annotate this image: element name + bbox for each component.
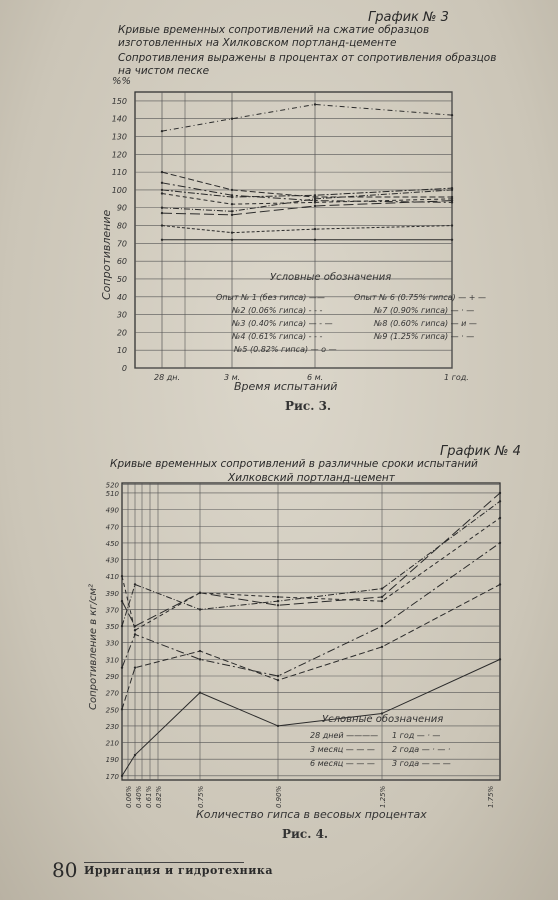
chart3-ytick-label: 10 — [116, 346, 127, 356]
chart3-data-point — [314, 103, 316, 105]
chart3-data-point — [314, 239, 316, 241]
chart4-data-point — [277, 725, 279, 727]
chart4-ytick-label: 290 — [105, 673, 119, 682]
chart3-data-point — [231, 196, 233, 198]
page-number: 80 — [52, 858, 78, 882]
chart3-ytick-label: 40 — [116, 292, 127, 302]
chart4-xlabel: Количество гипса в весовых процентах — [196, 808, 427, 821]
chart4-data-point — [277, 596, 279, 598]
chart4-ytick-label: 270 — [105, 689, 119, 698]
chart3-data-point — [231, 214, 233, 216]
chart4-ytick-label: 210 — [105, 739, 119, 748]
chart4-data-point — [134, 583, 136, 585]
chart4-ylabel: Сопротивление в кг/см² — [88, 583, 99, 710]
chart3-data-point — [314, 201, 316, 203]
chart3-ytick-label: 50 — [116, 274, 127, 284]
chart4-data-point — [277, 600, 279, 602]
chart4-xtick-label: 1.75% — [487, 785, 495, 808]
chart4-ytick-label: 410 — [105, 573, 119, 582]
chart4-data-point — [199, 650, 201, 652]
chart4-data-point — [277, 679, 279, 681]
chart3-data-point — [314, 198, 316, 200]
chart4-data-point — [134, 629, 136, 631]
chart4-ytick-label: 170 — [105, 772, 119, 781]
chart4-ytick-label: 490 — [105, 506, 119, 515]
chart3-data-point — [314, 194, 316, 196]
chart4-data-point — [499, 492, 501, 494]
chart4-ytick-label: 510 — [105, 489, 119, 498]
chart4-legend-entry: 3 года — — — — [392, 759, 451, 768]
chart4-data-point — [277, 675, 279, 677]
chart4-subtitle: Хилковский портланд-цемент — [228, 472, 395, 484]
chart4-ytick-label: 330 — [105, 639, 119, 648]
chart4-legend-entry: 28 дней ———— — [310, 731, 379, 740]
chart3-ytick-label: 140 — [111, 114, 127, 124]
chart4-legend-entry: 1 год — · — — [392, 731, 441, 740]
chart4-data-point — [134, 754, 136, 756]
chart4-data-point — [381, 587, 383, 589]
chart3-legend-entry: №9 (1.25% гипса) — · — — [374, 332, 475, 341]
chart4-data-point — [134, 633, 136, 635]
chart4-ytick-label: 310 — [105, 656, 119, 665]
chart3-unit: %% — [112, 76, 132, 87]
chart4-data-point — [381, 600, 383, 602]
chart4-label: График № 4 — [440, 444, 521, 459]
chart4-title: Кривые временных сопротивлений в различные сроки испытаний — [110, 458, 478, 470]
chart3-subtitle: Сопротивления выражены в процентах от сопротивления образцов на чистом песке — [118, 52, 497, 77]
chart3-data-point — [161, 212, 163, 214]
chart4-xtick-label: 0.90% — [275, 785, 283, 808]
chart3-series-line — [162, 104, 452, 131]
chart3-ytick-label: 0 — [121, 364, 127, 373]
chart3-ytick-label: 100 — [111, 185, 127, 195]
chart4-ytick-label: 470 — [105, 523, 119, 532]
chart3-data-point — [231, 231, 233, 233]
chart4-data-point — [277, 604, 279, 606]
chart4-legend-entry: 3 месяц — — — — [310, 745, 375, 754]
chart4-data-point — [134, 625, 136, 627]
chart4-data-point — [199, 608, 201, 610]
chart4-ytick-label: 520 — [105, 481, 119, 490]
chart3-data-point — [231, 210, 233, 212]
chart3-data-point — [451, 114, 453, 116]
chart3-legend-entry: Опыт № 6 (0.75% гипса) — + — — [354, 293, 487, 302]
chart4-xtick-label: 0.75% — [197, 785, 205, 808]
chart3-legend-entry: №7 (0.90% гипса) — · — — [374, 306, 475, 315]
chart3-xtick-label: 6 м. — [307, 373, 324, 382]
chart3-data-point — [231, 118, 233, 120]
chart3-series-line — [162, 172, 452, 197]
chart3-xlabel: Время испытаний — [234, 380, 338, 393]
journal-title: Ирригация и гидротехника — [84, 864, 273, 877]
chart4-ytick-label: 430 — [105, 556, 119, 565]
chart3-data-point — [161, 130, 163, 132]
chart3-xtick-label: 1 год. — [444, 373, 469, 382]
chart4-ytick-label: 450 — [105, 539, 119, 548]
chart4-data-point — [381, 625, 383, 627]
chart4-data-point — [199, 691, 201, 693]
chart3-legend-entry: №3 (0.40% гипса) — - — — [232, 319, 333, 328]
chart3-ytick-label: 80 — [116, 221, 127, 231]
chart4-data-point — [499, 658, 501, 660]
chart3-svg — [0, 0, 558, 420]
chart4-xtick-label: 0.61% — [145, 785, 153, 808]
chart3-ytick-label: 130 — [111, 132, 127, 142]
chart3-ytick-label: 90 — [116, 203, 127, 213]
chart3-legend-title: Условные обозначения — [270, 272, 392, 283]
chart3-data-point — [161, 189, 163, 191]
chart4-xtick-label: 1.25% — [379, 785, 387, 808]
chart4-ytick-label: 190 — [105, 756, 119, 765]
chart3-data-point — [314, 228, 316, 230]
chart3-ytick-label: 60 — [116, 257, 127, 267]
chart4-data-point — [381, 596, 383, 598]
chart3-xtick-label: 28 дн. — [154, 373, 181, 382]
chart3-caption: Рис. 3. — [285, 399, 332, 413]
chart4-ytick-label: 370 — [105, 606, 119, 615]
chart4-data-point — [199, 658, 201, 660]
chart4-data-point — [121, 666, 123, 668]
chart3-data-point — [231, 239, 233, 241]
chart3-ytick-label: 70 — [116, 239, 127, 249]
chart4-data-point — [121, 625, 123, 627]
chart3-legend-entry: №4 (0.61% гипса) - - - — [232, 332, 323, 341]
chart3-ylabel: Сопротивление — [100, 209, 113, 300]
chart3-legend-entry: Опыт № 1 (без гипса) —— — [216, 293, 325, 302]
chart4-data-point — [121, 708, 123, 710]
chart4-data-point — [499, 542, 501, 544]
chart3-data-point — [451, 239, 453, 241]
chart3-series-line — [162, 226, 452, 233]
chart4-ytick-label: 250 — [105, 706, 119, 715]
chart3-legend-entry: №2 (0.06% гипса) - - - — [232, 306, 323, 315]
chart3-data-point — [161, 224, 163, 226]
chart3-ytick-label: 110 — [111, 168, 127, 178]
chart4-ytick-label: 390 — [105, 589, 119, 598]
chart4-svg — [0, 420, 558, 840]
chart3-ytick-label: 30 — [116, 310, 127, 320]
chart4-ytick-label: 350 — [105, 623, 119, 632]
chart4-data-point — [121, 600, 123, 602]
chart3-ytick-label: 150 — [111, 96, 127, 106]
chart3-data-point — [451, 199, 453, 201]
chart3-legend-entry: №5 (0.82% гипса) — о — — [234, 345, 337, 354]
chart4-series-line — [122, 518, 500, 630]
chart3-data-point — [231, 203, 233, 205]
chart4-data-point — [499, 517, 501, 519]
chart4-data-point — [381, 646, 383, 648]
chart3-data-point — [314, 205, 316, 207]
chart3-label: График № 3 — [368, 10, 449, 25]
footer-rule — [84, 862, 244, 863]
chart3-data-point — [451, 224, 453, 226]
chart3-ytick-label: 20 — [116, 328, 127, 338]
chart3-xtick-label: 3 м. — [224, 373, 241, 382]
chart3-ytick-label: 120 — [111, 150, 127, 160]
chart3-data-point — [161, 239, 163, 241]
chart3-title: Кривые временных сопротивлений на сжатие образцов изготовленных на Хилковском портланд-цементе — [118, 24, 430, 49]
chart4-xtick-label: 0.40% — [135, 785, 143, 808]
chart4-data-point — [499, 583, 501, 585]
chart3-data-point — [161, 171, 163, 173]
chart4-xtick-label: 0.82% — [155, 785, 163, 808]
chart4-legend-title: Условные обозначения — [322, 714, 444, 725]
chart4-series-line — [122, 501, 500, 626]
chart4-caption: Рис. 4. — [282, 827, 329, 840]
chart4-xtick-label: 0.06% — [125, 785, 133, 808]
chart4-legend-entry: 6 месяц — — — — [310, 759, 375, 768]
chart3-data-point — [231, 189, 233, 191]
chart4-data-point — [199, 592, 201, 594]
chart3-data-point — [161, 207, 163, 209]
chart4-legend-entry: 2 года — · — · — [392, 745, 451, 754]
chart3-data-point — [161, 182, 163, 184]
chart4-ytick-label: 230 — [105, 722, 119, 731]
chart3-data-point — [451, 187, 453, 189]
chart3-data-point — [161, 192, 163, 194]
chart4-data-point — [134, 666, 136, 668]
chart4-data-point — [121, 575, 123, 577]
chart4-data-point — [499, 500, 501, 502]
chart3-legend-entry: №8 (0.60% гипса) — и — — [374, 319, 477, 328]
chart4-data-point — [121, 775, 123, 777]
